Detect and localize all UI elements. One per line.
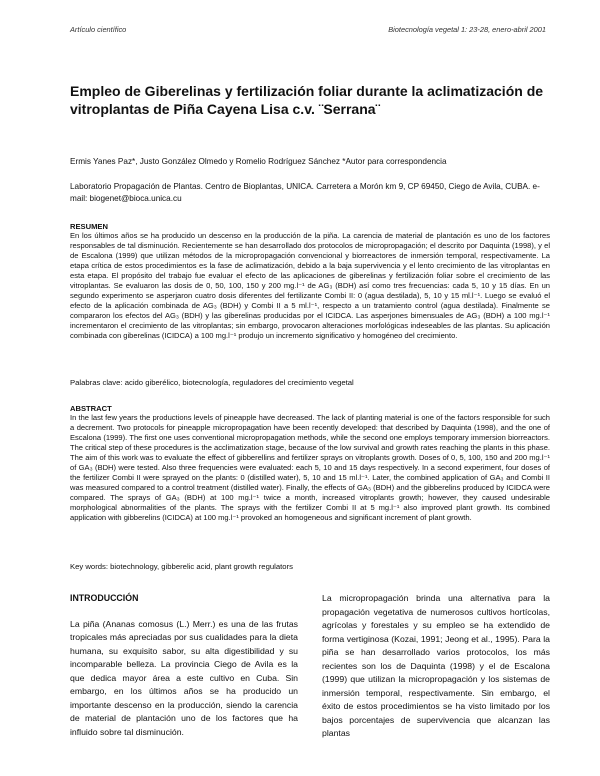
running-header-right: Biotecnología vegetal 1: 23-28, enero-abril 2001 [388,25,546,34]
intro-paragraph-right: La micropropagación brinda una alternativa para la propagación vegetativa de numerosos cultivos hortícolas, agrícolas y forestales y su empleo se ha extendido de forma vertiginosa (Kozai, 1991; Jeong et al., 1995). Para la piña se han desarrollado varios protocolos, los más recientes son los de Daquinta (1998) y el de Escalona (1999) que utilizan la micropropagación y los sistemas de inmersión temporal, respectivamente. Sin embargo, el éxito de estos procedimientos se ha visto limitado por los bajos porcentajes de supervivencia que alcanzan las plantas [322,593,550,738]
authors: Ermis Yanes Paz*, Justo González Olmedo y Romelio Rodríguez Sánchez *Autor para correspondencia [70,157,447,166]
intro-paragraph-left: La piña (Ananas comosus (L.) Merr.) es una de las frutas tropicales más apreciadas por sus cualidades para la dieta humana, su exquisito sabor, su alta digestibilidad y su incomparable belleza. La provincia Ciego de Avila es la que dedica mayor área a este cultivo en Cuba. Sin embargo, en los últimos años se ha producido un importante descenso en la producción, siendo la carencia de material de plantación uno de los factores que ha influido sobre tal disminución. [70,618,298,737]
running-header-left: Artículo científico [70,25,127,34]
resumen-heading: RESUMEN [70,222,108,231]
article-title: Empleo de Giberelinas y fertilización foliar durante la aclimatización de vitroplantas de Piña Cayena Lisa c.v. ¨Serrana¨ [70,83,544,117]
intro-column-right [322,592,550,741]
intro-column-left [70,592,298,739]
affiliation: Laboratorio Propagación de Plantas. Centro de Bioplantas, UNICA. Carretera a Morón km 9, CP 69450, Ciego de Avila, CUBA. e-mail: biogenet@bioca.unica.cu [70,182,540,203]
resumen-text: En los últimos años se ha producido un descenso en la producción de la piña. La carencia de material de plantación es uno de los factores responsables de tal disminución. Recientemente se han desarrollado dos protocolos de micropropagación; el descrito por Daquinta (1998), y el de Escalona (1999) que utilizan métodos de la micropropagación convencional y biorreactores de inmersión temporal, respectivamente. La etapa crítica de estos procedimientos es la fase de aclimatización, debido a la baja supervivencia y el lento crecimiento de las vitroplantas en esta etapa. El propósito del trabajo fue evaluar el efecto de las aplicaciones de giberelinas y fertilización foliar sobre el crecimiento de las vitroplantas. Se evaluaron las dosis de 0, 50, 100, 150 y 200 mg.l⁻¹ de AG₃ (BDH) así como tres frecuencias: cada 5, 10 y 15 días. En un segundo experimento se asperjaron cuatro dosis diferentes del fertilizante Combi II: 0 (agua destilada), 5, 10 y 15 ml.l⁻¹. Luego se evaluó el efecto de la aplicación combinada de AG₃ (BDH) y Combi II a 5 ml.l⁻¹, respecto a un tratamiento control (agua destilada). Finalmente se compararon los efectos del AG₃ (BDH) y las giberelinas producidas por el ICIDCA. Las asperjones bimensuales de AG₃ (BDH) a 100 mg.l⁻¹ incrementaron el crecimiento de las vitroplantas; sin embargo, provocaron alteraciones morfológicas indeseables de las plantas. Su aplicación combinada con giberelinas (ICIDCA) a 100 mg.l⁻¹ produjo un incremento significativo y homogéneo del crecimiento. [70,231,550,340]
abstract-heading: ABSTRACT [70,404,112,413]
palabras-clave: Palabras clave: acido giberélico, biotecnología, reguladores del crecimiento vegetal [70,378,354,387]
abstract-text: In the last few years the productions levels of pineapple have decreased. The lack of planting material is one of the factors responsible for such a decrement. Two protocols for pineapple micropropagation have been recently developed: that described by Daquinta (1998), and the one of Escalona (1999). The first one uses conventional micropropagation methods, while the second one employs temporary immersion biorreactors. The critical step of these procedures is the acclimatization stage, because of the low survival and growth rates reaching the plants in this phase. The aim of this work was to evaluate the effect of gibberellins and fertilizer sprays on vitroplants growth. Doses of 0, 5, 100, 150 and 200 mg.l⁻¹ of GA₃ (BDH) were tested. Also three frequencies were evaluated: each 5, 10 and 15 days respectively. In a second experiment, four doses of the fertilizer Combi II were sprayed on the plants: 0 (distilled water), 5, 10 and 15 ml.l⁻¹. Later, the combined application of GA₃ and Combi II was measured compared to a control treatment (distilled water). Finally, the effects of GA₃ (BDH) and the gibberelins produced by ICIDCA were compared. The sprays of GA₃ (BDH) at 100 mg.l⁻¹ twice a month, increased vitroplants growth; however, they caused undesirable morphological abnormalities of the plants. The sprays with the fertilizer Combi II at 5 mg.l⁻¹ also improved plant growth. Its combined application with gibberelins (ICIDCA) at 100 mg.l⁻¹ provoked an homogeneous and significant increment of plant growth. [70,413,550,522]
intro-heading: INTRODUCCIÓN [70,593,139,603]
keywords: Key words: biotechnology, gibberelic acid, plant growth regulators [70,562,293,571]
